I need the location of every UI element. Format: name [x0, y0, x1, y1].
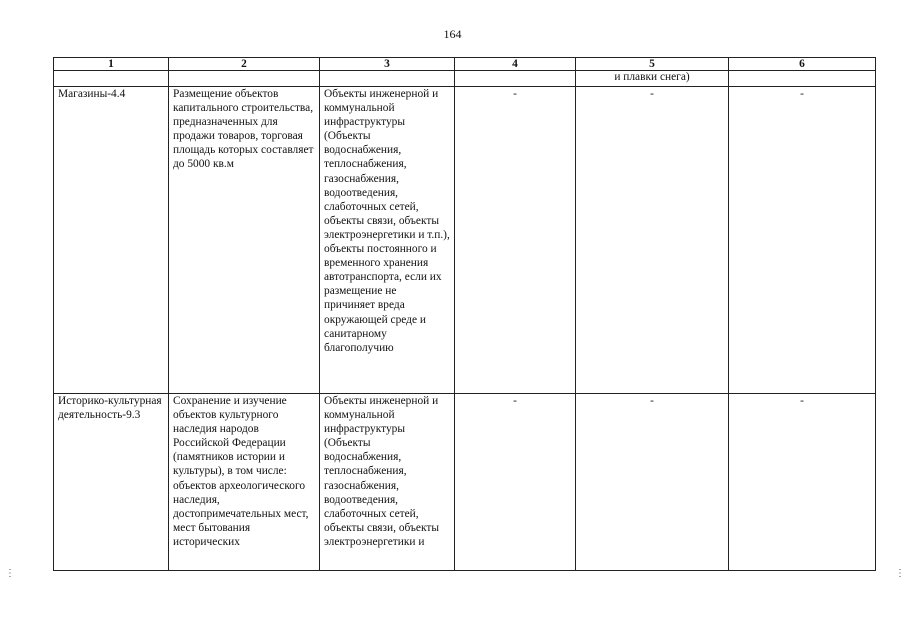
header-cell-5: 5 — [576, 58, 729, 71]
regulations-table — [53, 57, 876, 571]
continuation-cell-6 — [729, 71, 876, 87]
right-margin-mark: ⋮ — [895, 568, 905, 579]
page-number: 164 — [443, 27, 462, 41]
continuation-cell-2 — [169, 71, 320, 87]
header-cell-1: 1 — [54, 58, 169, 71]
param-cell-6: - — [729, 87, 876, 394]
param-cell-6: - — [729, 394, 876, 571]
header-cell-2: 2 — [169, 58, 320, 71]
header-cell-4: 4 — [455, 58, 576, 71]
table-row — [54, 87, 876, 394]
table-header-row — [54, 58, 876, 71]
param-cell-5: - — [576, 87, 729, 394]
header-cell-6: 6 — [729, 58, 876, 71]
table-row — [54, 394, 876, 571]
use-description-cell: Сохранение и изучение объектов культурного наследия народов Российской Федерации (памятников истории и культуры), в том числе: объектов археологического наследия, достопримечательных мест, мест бытования исторических — [169, 394, 320, 571]
auxiliary-use-cell: Объекты инженерной и коммунальной инфраструктуры (Объекты водоснабжения, теплоснабжения, газоснабжения, водоотведения, слаботочных сетей, объекты связи, объекты электроэнергетики и т.п.), объекты постоянного и временного хранения автотранспорта, если их размещение не причиняет вреда окружающей среде и санитарному благополучию — [320, 87, 455, 394]
param-cell-4: - — [455, 87, 576, 394]
use-type-cell: Магазины-4.4 — [54, 87, 169, 394]
continuation-row — [54, 71, 876, 87]
use-description-cell: Размещение объектов капитального строительства, предназначенных для продажи товаров, торговая площадь которых составляет до 5000 кв.м — [169, 87, 320, 394]
continuation-cell-4 — [455, 71, 576, 87]
auxiliary-use-cell: Объекты инженерной и коммунальной инфраструктуры (Объекты водоснабжения, теплоснабжения, газоснабжения, водоотведения, слаботочных сетей, объекты связи, объекты электроэнергетики и — [320, 394, 455, 571]
continuation-cell-3 — [320, 71, 455, 87]
left-margin-mark: ⋮ — [5, 568, 15, 579]
use-type-cell: Историко-культурная деятельность-9.3 — [54, 394, 169, 571]
continuation-cell-1 — [54, 71, 169, 87]
param-cell-4: - — [455, 394, 576, 571]
header-cell-3: 3 — [320, 58, 455, 71]
continuation-cell-5: и плавки снега) — [576, 71, 729, 87]
param-cell-5: - — [576, 394, 729, 571]
